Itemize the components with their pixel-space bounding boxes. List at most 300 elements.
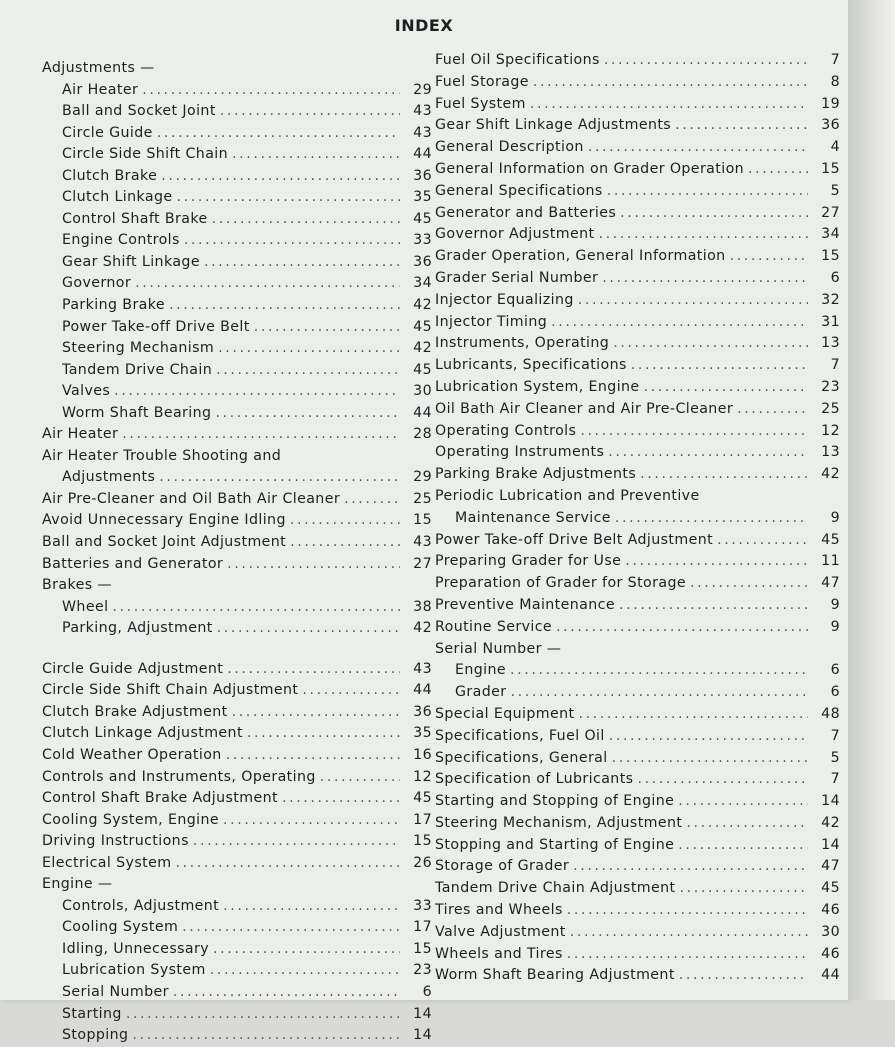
index-leader-dots: [216, 360, 400, 380]
index-entry-label: Control Shaft Brake: [62, 210, 208, 227]
index-entry: [42, 187, 432, 209]
index-entry-label: Lubrication System, Engine: [435, 378, 640, 395]
index-leader-dots: [604, 50, 808, 70]
index-entry-label: Injector Equalizing: [435, 291, 574, 308]
index-entry-label: Gear Shift Linkage Adjustments: [435, 117, 672, 134]
index-entry: [42, 597, 432, 619]
index-entry-label: Serial Number —: [435, 640, 562, 657]
index-entry: [42, 338, 432, 360]
index-entry: [42, 1004, 432, 1026]
index-entry-label: Engine Controls: [62, 232, 180, 249]
index-entry-page-number: 25: [821, 400, 840, 417]
index-entry-label: Specification of Lubricants: [435, 771, 634, 788]
index-entry-page-number: 28: [413, 426, 432, 443]
index-entry: [435, 878, 840, 900]
index-entry: [435, 900, 840, 922]
index-entry: [435, 530, 840, 552]
index-entry-page-number: 36: [413, 703, 432, 720]
index-entry: [42, 788, 432, 810]
index-entry-page-number: 14: [821, 836, 840, 853]
index-leader-dots: [213, 939, 400, 959]
index-leader-dots: [510, 660, 808, 680]
index-leader-dots: [580, 421, 808, 441]
index-entry: [42, 467, 432, 489]
index-entry-page-number: 43: [413, 103, 432, 120]
index-entry: [435, 115, 840, 137]
index-entry: [42, 80, 432, 102]
index-entry: [435, 922, 840, 944]
index-entry-label: Wheel: [62, 598, 109, 615]
index-leader-dots: [578, 704, 808, 724]
index-entry: [42, 532, 432, 554]
index-entry-page-number: 6: [830, 269, 840, 286]
index-entry-page-number: 43: [413, 534, 432, 551]
index-entry: [42, 101, 432, 123]
index-entry-label: Valve Adjustment: [435, 923, 566, 940]
index-entry-label: Lubricants, Specifications: [435, 357, 627, 374]
index-entry: [435, 856, 840, 878]
index-entry: [435, 181, 840, 203]
index-entry-label: Valves: [62, 383, 111, 400]
index-leader-dots: [344, 489, 400, 509]
index-entry-page-number: 17: [413, 919, 432, 936]
index-entry-label: Tandem Drive Chain Adjustment: [435, 880, 676, 897]
index-entry-label: Maintenance Service: [455, 509, 611, 526]
index-leader-dots: [644, 377, 808, 397]
index-entry-label: Governor: [62, 275, 132, 292]
index-entry: [435, 203, 840, 225]
index-entry-page-number: 44: [413, 404, 432, 421]
index-leader-dots: [282, 788, 400, 808]
index-entry: [435, 268, 840, 290]
index-entry: [435, 704, 840, 726]
index-entry-label: Ball and Socket Joint: [62, 103, 216, 120]
index-entry-page-number: 48: [821, 705, 840, 722]
index-entry-label: Worm Shaft Bearing Adjustment: [435, 967, 675, 984]
index-entry: [42, 58, 432, 80]
index-entry: [435, 290, 840, 312]
index-entry-label: General Specifications: [435, 182, 603, 199]
index-entry-label: Adjustments: [62, 469, 156, 486]
index-entry-page-number: 45: [413, 361, 432, 378]
index-entry-label: Preparation of Grader for Storage: [435, 575, 686, 592]
index-entry-label: Parking Brake: [62, 297, 166, 314]
index-leader-dots: [730, 246, 808, 266]
index-entry-label: Clutch Linkage Adjustment: [42, 725, 243, 742]
index-entry: [42, 702, 432, 724]
index-leader-dots: [690, 573, 808, 593]
index-leader-dots: [570, 922, 808, 942]
index-leader-dots: [737, 399, 808, 419]
index-entry-page-number: 44: [413, 146, 432, 163]
index-entry: [42, 273, 432, 295]
index-entry-label: Engine: [455, 662, 507, 679]
index-entry-label: Adjustments —: [42, 60, 155, 76]
index-leader-dots: [135, 273, 400, 293]
index-entry-page-number: 32: [821, 291, 840, 308]
index-entry: [435, 312, 840, 334]
index-entry-label: Governor Adjustment: [435, 226, 595, 243]
index-entry-label: Ball and Socket Joint Adjustment: [42, 534, 287, 551]
index-entry-page-number: 36: [413, 167, 432, 184]
page-edge-background: [848, 0, 895, 1000]
index-left-column: [42, 58, 432, 1047]
index-entry-page-number: 14: [413, 1027, 432, 1044]
index-leader-dots: [182, 917, 400, 937]
index-entry-page-number: 33: [413, 232, 432, 249]
index-entry: [435, 50, 840, 72]
index-entry-label: Grader Operation, General Information: [435, 248, 726, 265]
index-entry: [42, 745, 432, 767]
index-entry-page-number: 6: [422, 983, 432, 1000]
index-leader-dots: [212, 209, 400, 229]
index-leader-dots: [530, 94, 808, 114]
index-entry: [42, 381, 432, 403]
index-entry-page-number: 8: [830, 73, 840, 90]
index-entry-label: Specifications, General: [435, 749, 608, 766]
index-entry-label: Controls and Instruments, Operating: [42, 768, 316, 785]
index-entry-label: Fuel Oil Specifications: [435, 52, 600, 68]
index-entry-label: Parking, Adjustment: [62, 620, 213, 637]
index-entry-label: Periodic Lubrication and Preventive: [435, 487, 700, 504]
index-leader-dots: [223, 896, 400, 916]
index-entry: [435, 508, 840, 530]
index-leader-dots: [215, 403, 400, 423]
index-leader-dots: [142, 80, 400, 100]
index-leader-dots: [169, 295, 400, 315]
index-leader-dots: [578, 290, 808, 310]
index-entry-label: Lubrication System: [62, 962, 206, 979]
index-entry: [435, 464, 840, 486]
index-leader-dots: [678, 835, 808, 855]
index-leader-dots: [112, 597, 400, 617]
index-entry-label: Starting: [62, 1005, 122, 1022]
index-leader-dots: [223, 810, 400, 830]
index-entry-page-number: 36: [821, 117, 840, 134]
index-entry: [42, 123, 432, 145]
index-entry: [42, 360, 432, 382]
index-entry-page-number: 45: [413, 790, 432, 807]
index-entry-page-number: 26: [413, 854, 432, 871]
index-entry: [435, 377, 840, 399]
index-entry: [42, 853, 432, 875]
index-leader-dots: [567, 900, 808, 920]
index-leader-dots: [157, 123, 400, 143]
index-entry: [435, 726, 840, 748]
index-entry-label: Circle Side Shift Chain: [62, 146, 229, 163]
index-entry-label: Oil Bath Air Cleaner and Air Pre-Cleaner: [435, 400, 734, 417]
index-leader-dots: [675, 115, 808, 135]
index-entry-label: Fuel System: [435, 95, 526, 112]
index-entry-page-number: 30: [821, 923, 840, 940]
index-entry-page-number: 12: [821, 422, 840, 439]
index-entry-page-number: 45: [821, 531, 840, 548]
index-leader-dots: [602, 268, 808, 288]
index-leader-dots: [173, 982, 400, 1002]
index-entry-label: Stopping and Starting of Engine: [435, 836, 675, 853]
index-entry: [42, 144, 432, 166]
index-entry-label: Cooling System: [62, 919, 179, 936]
index-entry-label: Grader: [455, 684, 507, 701]
index-entry-label: Clutch Brake Adjustment: [42, 703, 228, 720]
index-entry-page-number: 25: [413, 490, 432, 507]
index-leader-dots: [588, 137, 808, 157]
index-entry-page-number: 47: [821, 858, 840, 875]
index-leader-dots: [625, 551, 808, 571]
index-entry: [42, 831, 432, 853]
index-entry: [435, 791, 840, 813]
index-leader-dots: [290, 510, 400, 530]
index-entry-label: Storage of Grader: [435, 858, 570, 875]
index-entry-page-number: 23: [413, 962, 432, 979]
index-leader-dots: [680, 878, 809, 898]
index-entry-label: General Description: [435, 139, 584, 156]
index-entry: [435, 159, 840, 181]
index-entry: [435, 682, 840, 704]
index-entry-label: Electrical System: [42, 854, 172, 871]
index-leader-dots: [218, 338, 400, 358]
index-leader-dots: [615, 508, 808, 528]
index-entry-page-number: 15: [413, 833, 432, 850]
index-entry-page-number: 9: [830, 618, 840, 635]
index-entry-label: Control Shaft Brake Adjustment: [42, 790, 278, 807]
index-entry-label: Wheels and Tires: [435, 945, 563, 962]
index-leader-dots: [620, 203, 808, 223]
index-entry-page-number: 43: [413, 660, 432, 677]
page-title: INDEX: [394, 16, 454, 35]
index-entry: [42, 575, 432, 597]
index-entry: [42, 510, 432, 532]
index-entry-page-number: 14: [413, 1005, 432, 1022]
index-entry-page-number: 42: [821, 814, 840, 831]
index-leader-dots: [567, 944, 808, 964]
index-entry-page-number: 42: [413, 340, 432, 357]
index-entry: [435, 965, 840, 987]
index-leader-dots: [551, 312, 808, 332]
index-entry-label: Circle Guide Adjustment: [42, 660, 224, 677]
index-entry: [42, 252, 432, 274]
index-leader-dots: [320, 767, 400, 787]
index-leader-dots: [159, 467, 400, 487]
index-entry-page-number: 7: [830, 771, 840, 788]
index-right-column: [435, 50, 840, 987]
index-leader-dots: [232, 702, 400, 722]
index-entry-label: Special Equipment: [435, 705, 575, 722]
index-entry: [42, 554, 432, 576]
index-leader-dots: [609, 726, 808, 746]
index-entry-page-number: 15: [413, 940, 432, 957]
index-entry-label: Cooling System, Engine: [42, 811, 220, 828]
index-entry: [435, 769, 840, 791]
index-entry: [435, 333, 840, 355]
index-entry-page-number: 7: [830, 727, 840, 744]
index-leader-dots: [232, 144, 400, 164]
index-entry-page-number: 15: [821, 248, 840, 265]
index-entry-label: Grader Serial Number: [435, 269, 599, 286]
index-entry-label: Idling, Unnecessary: [62, 940, 210, 957]
index-entry-page-number: 6: [830, 662, 840, 679]
index-entry-page-number: 44: [413, 682, 432, 699]
index-entry: [435, 137, 840, 159]
index-entry-page-number: 34: [821, 226, 840, 243]
index-leader-dots: [204, 252, 400, 272]
index-leader-dots: [556, 617, 808, 637]
index-entry: [42, 1025, 432, 1047]
index-entry: [42, 618, 432, 640]
index-entry-page-number: 45: [413, 318, 432, 335]
index-entry-label: Air Pre-Cleaner and Oil Bath Air Cleaner: [42, 490, 341, 507]
index-leader-dots: [302, 680, 400, 700]
index-entry-label: General Information on Grader Operation: [435, 160, 745, 177]
index-entry-label: Avoid Unnecessary Engine Idling: [42, 512, 286, 529]
index-entry: [435, 246, 840, 268]
index-entry: [42, 659, 432, 681]
index-entry-label: Clutch Brake: [62, 167, 158, 184]
index-entry-label: Operating Instruments: [435, 444, 605, 461]
index-entry-page-number: 35: [413, 189, 432, 206]
index-entry: [435, 486, 840, 508]
index-entry-page-number: 42: [821, 466, 840, 483]
index-entry: [435, 224, 840, 246]
index-entry-page-number: 27: [413, 555, 432, 572]
index-entry: [42, 960, 432, 982]
index-entry-label: Preparing Grader for Use: [435, 553, 622, 570]
index-entry: [42, 230, 432, 252]
index-entry-page-number: 13: [821, 335, 840, 352]
index-leader-dots: [613, 333, 808, 353]
index-entry: [42, 317, 432, 339]
index-leader-dots: [177, 187, 400, 207]
index-entry: [42, 680, 432, 702]
index-entry-label: Cold Weather Operation: [42, 746, 222, 763]
index-leader-dots: [612, 748, 808, 768]
index-entry: [435, 573, 840, 595]
index-entry-page-number: 23: [821, 378, 840, 395]
index-entry-label: Stopping: [62, 1027, 129, 1044]
index-entry: [435, 355, 840, 377]
index-entry: [42, 209, 432, 231]
index-entry-label: Routine Service: [435, 618, 553, 635]
index-leader-dots: [608, 442, 808, 462]
index-entry-label: Preventive Maintenance: [435, 596, 615, 613]
index-entry: [42, 896, 432, 918]
index-entry-label: Engine —: [42, 876, 113, 893]
index-entry-page-number: 17: [413, 811, 432, 828]
index-entry: [42, 810, 432, 832]
index-entry-page-number: 5: [830, 749, 840, 766]
index-entry-label: Tandem Drive Chain: [62, 361, 213, 378]
index-entry: [435, 94, 840, 116]
index-entry-page-number: 46: [821, 945, 840, 962]
index-leader-dots: [126, 1004, 400, 1024]
index-entry-page-number: 12: [413, 768, 432, 785]
index-leader-dots: [193, 831, 400, 851]
index-entry-page-number: 33: [413, 897, 432, 914]
index-entry: [435, 813, 840, 835]
index-entry: [42, 640, 432, 659]
index-leader-dots: [122, 424, 400, 444]
index-entry-page-number: 36: [413, 253, 432, 270]
index-leader-dots: [210, 960, 400, 980]
index-entry-label: Generator and Batteries: [435, 204, 617, 221]
index-entry: [42, 166, 432, 188]
index-leader-dots: [679, 965, 808, 985]
index-entry: [42, 982, 432, 1004]
index-entry: [42, 939, 432, 961]
index-entry-page-number: 43: [413, 124, 432, 141]
index-leader-dots: [686, 813, 808, 833]
index-entry-page-number: 16: [413, 746, 432, 763]
index-entry-page-number: 15: [413, 512, 432, 529]
index-leader-dots: [247, 723, 400, 743]
index-entry-page-number: 11: [821, 553, 840, 570]
index-leader-dots: [290, 532, 400, 552]
index-entry: [435, 835, 840, 857]
index-leader-dots: [717, 530, 808, 550]
index-entry-page-number: 29: [413, 469, 432, 486]
index-entry-page-number: 44: [821, 967, 840, 984]
index-entry-page-number: 7: [830, 52, 840, 68]
index-entry: [435, 944, 840, 966]
index-entry: [42, 489, 432, 511]
index-entry-page-number: 14: [821, 793, 840, 810]
index-entry: [42, 767, 432, 789]
index-entry: [435, 660, 840, 682]
index-entry-page-number: 31: [821, 313, 840, 330]
index-entry: [435, 551, 840, 573]
index-leader-dots: [598, 224, 808, 244]
index-entry: [42, 295, 432, 317]
index-leader-dots: [607, 181, 808, 201]
index-leader-dots: [227, 554, 400, 574]
index-entry: [435, 399, 840, 421]
index-entry-label: Air Heater: [62, 81, 139, 98]
index-leader-dots: [226, 745, 400, 765]
index-entry-label: Worm Shaft Bearing: [62, 404, 212, 421]
index-entry-page-number: 29: [413, 81, 432, 98]
index-entry-page-number: 38: [413, 598, 432, 615]
index-leader-dots: [748, 159, 808, 179]
index-leader-dots: [573, 856, 808, 876]
index-leader-dots: [184, 230, 400, 250]
index-entry-page-number: 9: [830, 596, 840, 613]
index-entry-label: Circle Guide: [62, 124, 153, 141]
index-entry-page-number: 42: [413, 620, 432, 637]
index-entry-label: Fuel Storage: [435, 73, 529, 90]
index-entry-label: Air Heater: [42, 426, 119, 443]
index-leader-dots: [114, 381, 400, 401]
index-entry-page-number: 19: [821, 95, 840, 112]
index-entry: [435, 639, 840, 661]
index-entry: [42, 917, 432, 939]
index-entry-page-number: 35: [413, 725, 432, 742]
index-entry: [42, 424, 432, 446]
index-entry-page-number: 47: [821, 575, 840, 592]
index-entry-page-number: 45: [821, 880, 840, 897]
index-entry-page-number: 46: [821, 902, 840, 919]
index-entry-label: Circle Side Shift Chain Adjustment: [42, 682, 299, 699]
index-leader-dots: [132, 1025, 400, 1045]
index-entry-page-number: 9: [830, 509, 840, 526]
index-entry-label: Gear Shift Linkage: [62, 253, 200, 270]
index-entry: [435, 421, 840, 443]
index-entry-label: Driving Instructions: [42, 833, 189, 850]
index-entry: [435, 72, 840, 94]
index-leader-dots: [220, 101, 400, 121]
index-entry-page-number: 27: [821, 204, 840, 221]
index-entry-label: Air Heater Trouble Shooting and: [42, 447, 282, 464]
index-leader-dots: [637, 769, 808, 789]
